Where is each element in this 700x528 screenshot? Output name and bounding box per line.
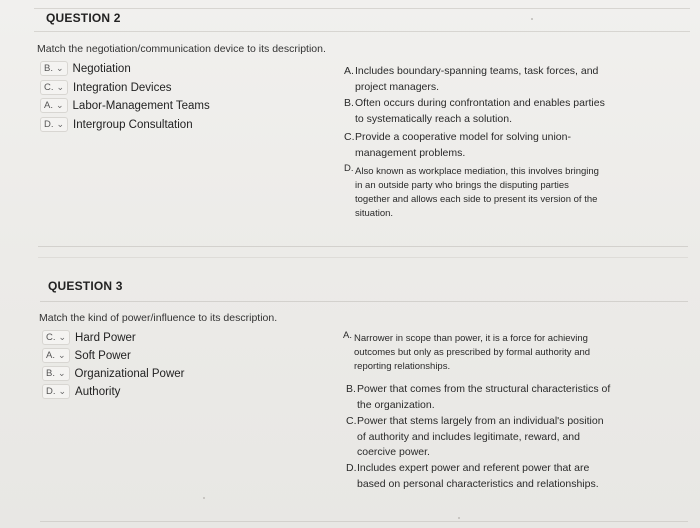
match-label: Labor-Management Teams [72, 99, 210, 112]
match-label: Intergroup Consultation [73, 118, 193, 131]
question-2 [0, 0, 700, 262]
option-description: B.Power that comes from the structural characteristics of the organization. [346, 383, 611, 411]
match-row [40, 117, 193, 132]
section-divider [38, 257, 688, 258]
answer-select[interactable]: C. ⌄ [40, 80, 68, 95]
title-divider [40, 301, 688, 302]
chevron-down-icon: ⌄ [56, 82, 65, 92]
question-title: QUESTION 3 [48, 279, 123, 293]
chevron-down-icon: ⌄ [57, 350, 66, 360]
question-3 [0, 262, 700, 528]
option-description: D. Also known as workplace mediation, this involves bringing in an outside party who brings the disputing parties together and allows each side to present its version of the situation. [344, 163, 599, 219]
question-title: QUESTION 2 [46, 11, 121, 25]
question-prompt: Match the kind of power/influence to its description. [39, 312, 278, 324]
chevron-down-icon: ⌄ [57, 368, 66, 378]
match-label: Organizational Power [74, 367, 185, 380]
match-row [42, 384, 120, 399]
option-description: C.Power that stems largely from an individual's position of authority and includes legitimate, reward, and coercive power. [346, 415, 604, 458]
match-row [40, 98, 210, 113]
option-description: B.Often occurs during confrontation and enables parties to systematically reach a solution. [344, 97, 605, 125]
option-description: A.Includes boundary-spanning teams, task forces, and project managers. [344, 65, 599, 93]
title-divider [34, 31, 690, 32]
answer-select[interactable]: D. ⌄ [40, 117, 68, 132]
speck [458, 517, 460, 519]
chevron-down-icon: ⌄ [58, 386, 67, 396]
match-row [42, 330, 136, 345]
option-description: A. Narrower in scope than power, it is a force for achieving outcomes but only as prescribed by formal authority and reporting relationships. [343, 330, 591, 372]
answer-select[interactable]: A. ⌄ [40, 98, 68, 113]
answer-select[interactable]: C. ⌄ [42, 330, 70, 345]
top-divider [34, 8, 690, 9]
section-divider [38, 246, 688, 247]
section-divider [40, 521, 688, 522]
chevron-down-icon: ⌄ [55, 100, 64, 110]
question-prompt: Match the negotiation/communication device to its description. [37, 43, 326, 55]
chevron-down-icon: ⌄ [58, 332, 67, 342]
match-label: Hard Power [75, 331, 136, 344]
match-row [40, 61, 131, 76]
match-label: Negotiation [72, 62, 131, 75]
match-label: Integration Devices [73, 81, 172, 94]
match-label: Soft Power [74, 349, 131, 362]
chevron-down-icon: ⌄ [56, 119, 65, 129]
speck [531, 18, 533, 20]
answer-select[interactable]: D. ⌄ [42, 384, 70, 399]
chevron-down-icon: ⌄ [55, 63, 64, 73]
answer-select[interactable]: A. ⌄ [42, 348, 70, 363]
option-description: D.Includes expert power and referent power that are based on personal characteristics and relationships. [346, 462, 599, 490]
answer-select[interactable]: B. ⌄ [40, 61, 68, 76]
match-label: Authority [75, 385, 121, 398]
match-row [40, 80, 172, 95]
match-row [42, 366, 184, 381]
option-description: C.Provide a cooperative model for solving union- management problems. [344, 131, 571, 159]
speck [203, 497, 205, 499]
answer-select[interactable]: B. ⌄ [42, 366, 70, 381]
match-row [42, 348, 131, 363]
